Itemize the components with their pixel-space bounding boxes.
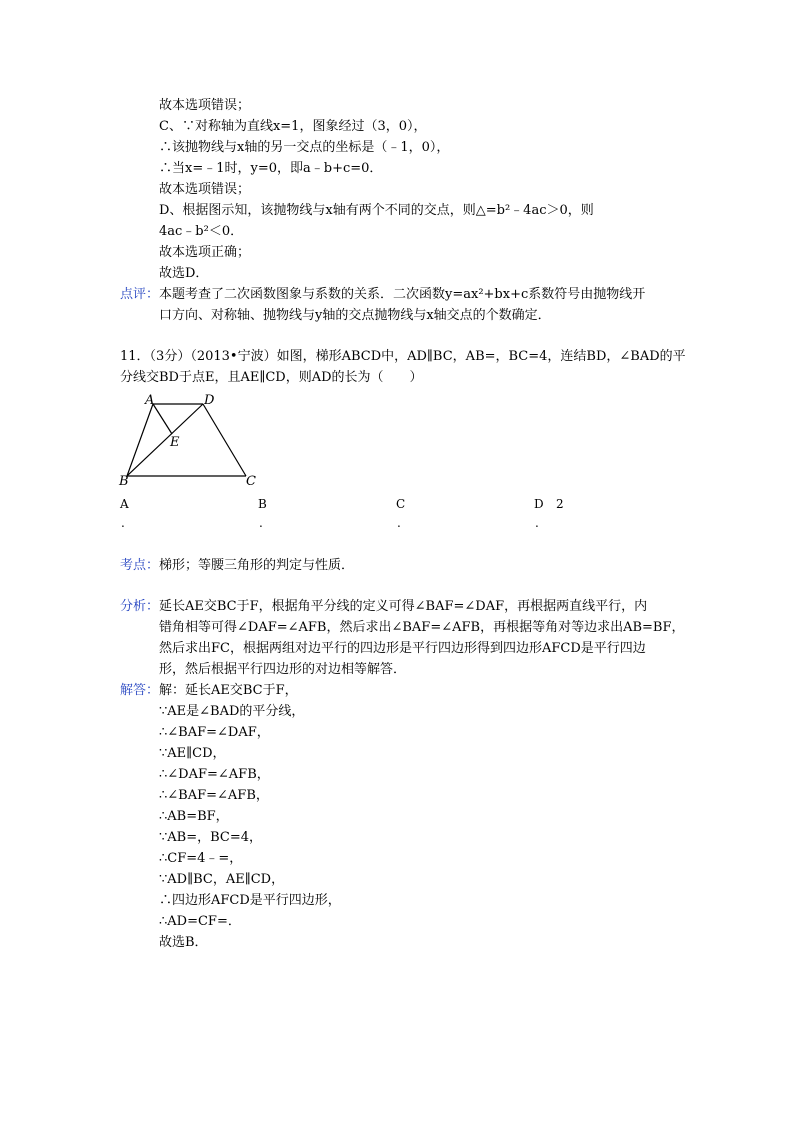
label-d: D xyxy=(204,393,215,408)
answer-line: ∴∠DAF=∠AFB， xyxy=(159,767,270,782)
label-c: C xyxy=(246,474,256,488)
answer-line: ∵AE是∠BAD的平分线， xyxy=(159,704,305,719)
segment-ae xyxy=(153,404,172,434)
option-d-text: 2 xyxy=(556,497,564,511)
analysis-tag: 分析： xyxy=(120,599,160,614)
answer-line: 故选B． xyxy=(159,935,208,950)
label-b: B xyxy=(119,474,129,488)
solution-line: 故选D． xyxy=(159,266,209,281)
question-stem-line: 分线交BD于点E，且AE∥CD，则AD的长为（ ） xyxy=(120,370,423,385)
answer-line: ∵AD∥BC，AE∥CD， xyxy=(159,872,285,887)
solution-line: C、∵对称轴为直线x=1，图象经过（3，0）， xyxy=(159,119,427,134)
comment-tag: 点评： xyxy=(120,287,160,302)
option-d-letter[interactable]: D xyxy=(534,497,544,511)
option-c-letter[interactable]: C xyxy=(396,497,406,511)
label-a: A xyxy=(145,393,155,408)
analysis-line: 错角相等可得∠DAF=∠AFB，然后求出∠BAF=∠AFB，再根据等角对等边求出AB=BF， xyxy=(159,620,685,635)
option-a-dot: . xyxy=(121,516,125,530)
segment-dc xyxy=(203,404,246,476)
analysis-line: 延长AE交BC于F，根据角平分线的定义可得∠BAF=∠DAF，再根据两直线平行，内 xyxy=(159,599,648,614)
option-b-letter[interactable]: B xyxy=(258,497,267,511)
answer-line: 解：延长AE交BC于F， xyxy=(159,683,298,698)
solution-line: ∴该抛物线与x轴的另一交点的坐标是（﹣1，0）， xyxy=(159,140,450,155)
answer-line: ∵AB=，BC=4， xyxy=(159,830,263,845)
option-c-dot: . xyxy=(397,516,401,530)
answer-line: ∴四边形AFCD是平行四边形， xyxy=(159,893,341,908)
analysis-line: 然后求出FC，根据两组对边平行的四边形是平行四边形得到四边形AFCD是平行四边 xyxy=(159,641,646,656)
answer-line: ∴∠BAF=∠AFB， xyxy=(159,788,269,803)
segment-ab xyxy=(127,404,153,476)
kaodian-tag: 考点： xyxy=(120,558,160,573)
answer-line: ∴∠BAF=∠DAF， xyxy=(159,725,270,740)
answer-line: ∴CF=4﹣=， xyxy=(159,851,243,866)
answer-line: ∴AD=CF=． xyxy=(159,914,241,929)
analysis-line: 形，然后根据平行四边形的对边相等解答． xyxy=(159,662,407,677)
solution-line: 故本选项错误； xyxy=(159,182,251,197)
question-stem-line: 11．（3分）（2013•宁波）如图，梯形ABCD中，AD∥BC，AB=，BC=4，连结BD，∠BAD的平 xyxy=(120,349,686,364)
answer-line: ∴AB=BF， xyxy=(159,809,229,824)
answer-line: ∵AE∥CD， xyxy=(159,746,226,761)
trapezoid-figure xyxy=(115,388,265,488)
segment-bd xyxy=(127,404,203,476)
option-a-letter[interactable]: A xyxy=(120,497,129,511)
label-e: E xyxy=(170,435,180,450)
solution-line: D、根据图示知，该抛物线与x轴有两个不同的交点，则△=b²﹣4ac＞0，则 xyxy=(159,203,594,218)
solution-line: 4ac﹣b²＜0． xyxy=(159,224,244,239)
option-d-dot: . xyxy=(535,516,539,530)
option-b-dot: . xyxy=(259,516,263,530)
solution-line: 故本选项正确； xyxy=(159,245,251,260)
kaodian-text: 梯形；等腰三角形的判定与性质． xyxy=(159,558,355,573)
comment-line: 口方向、对称轴、抛物线与y轴的交点抛物线与x轴交点的个数确定． xyxy=(159,308,551,323)
solution-line: 故本选项错误； xyxy=(159,98,251,113)
comment-line: 本题考查了二次函数图象与系数的关系．二次函数y=ax²+bx+c系数符号由抛物线开 xyxy=(159,287,646,302)
solution-line: ∴当x=﹣1时，y=0，即a﹣b+c=0． xyxy=(159,161,383,176)
answer-tag: 解答： xyxy=(120,683,160,698)
